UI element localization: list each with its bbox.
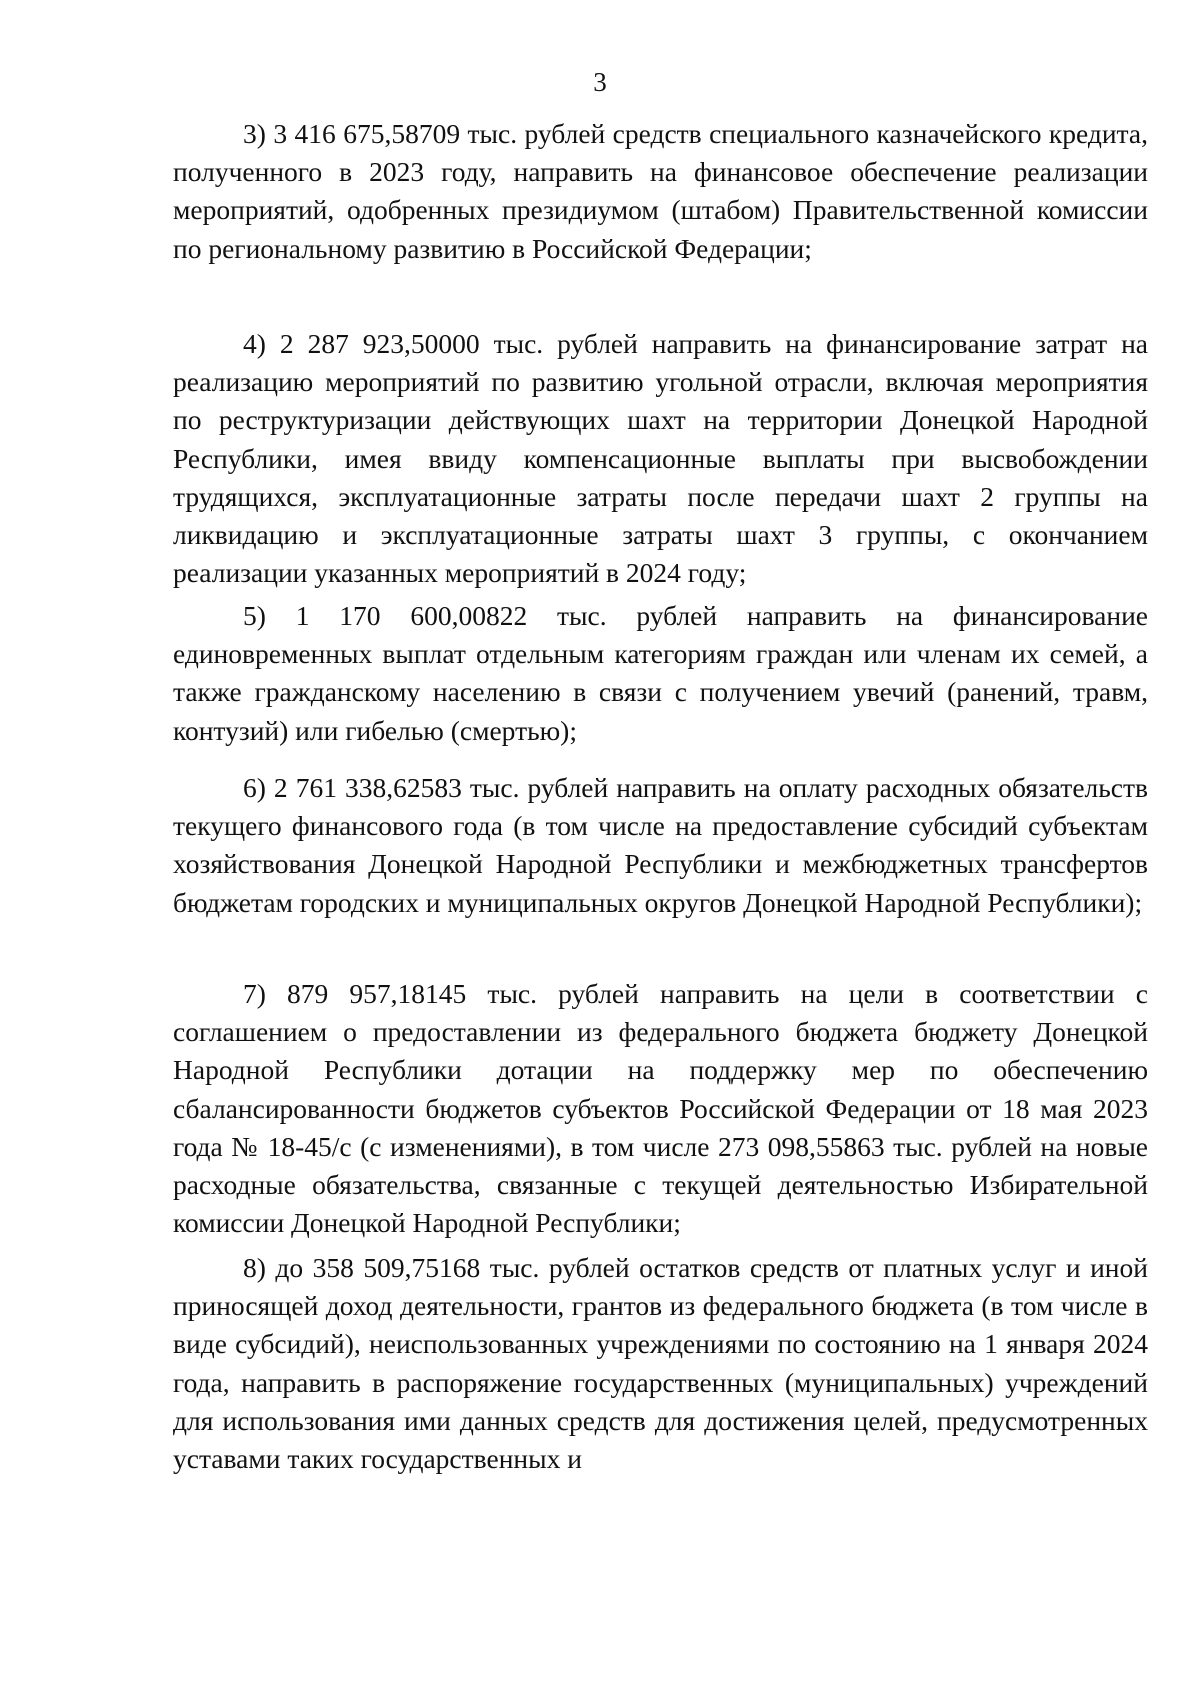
- paragraph-6: 6) 2 761 338,62583 тыс. рублей направить на оплату расходных обязательств текущего финансового года (в том числе на предоставление субсидий субъектам хозяйствования Донецкой Народной Республики и межбюджетных трансфертов бюджетам городских и муниципальных округов Донецкой Народной Республики);: [173, 772, 1148, 918]
- paragraph-7: 7) 879 957,18145 тыс. рублей направить на цели в соответствии с соглашением о предоставлении из федерального бюджета бюджету Донецкой Народной Республики дотации на поддержку мер по обеспечению сбалансированности бюджетов субъектов Российской Федерации от 18 мая 2023 года № 18-45/с (с изменениями), в том числе 273 098,55863 тыс. рублей на новые расходные обязательства, связанные с текущей деятельностью Избирательной комиссии Донецкой Народной Республики;: [173, 978, 1148, 1239]
- paragraph-8: 8) до 358 509,75168 тыс. рублей остатков средств от платных услуг и иной приносящей доход деятельности, грантов из федерального бюджета (в том числе в виде субсидий), неиспользованных учреждениями по состоянию на 1 января 2024 года, направить в распоряжение государственных (муниципальных) учреждений для использования ими данных средств для достижения целей, предусмотренных уставами таких государственных и: [173, 1252, 1148, 1475]
- paragraph-5: 5) 1 170 600,00822 тыс. рублей направить на финансирование единовременных выплат отдельным категориям граждан или членам их семей, а также гражданскому населению в связи с получением увечий (ранений, травм, контузий) или гибелью (смертью);: [173, 600, 1148, 746]
- paragraph-3: 3) 3 416 675,58709 тыс. рублей средств специального казначейского кредита, полученного в 2023 году, направить на финансовое обеспечение реализации мероприятий, одобренных президиумом (штабом) Правительственной комиссии по региональному развитию в Российской Федерации;: [173, 118, 1148, 264]
- page-number: 3: [593, 67, 607, 97]
- paragraph-4: 4) 2 287 923,50000 тыс. рублей направить на финансирование затрат на реализацию мероприятий по развитию угольной отрасли, включая мероприятия по реструктуризации действующих шахт на территории Донецкой Народной Республики, имея ввиду компенсационные выплаты при высвобождении трудящихся, эксплуатационные затраты после передачи шахт 2 группы на ликвидацию и эксплуатационные затраты шахт 3 группы, с окончанием реализации указанных мероприятий в 2024 году;: [173, 328, 1148, 589]
